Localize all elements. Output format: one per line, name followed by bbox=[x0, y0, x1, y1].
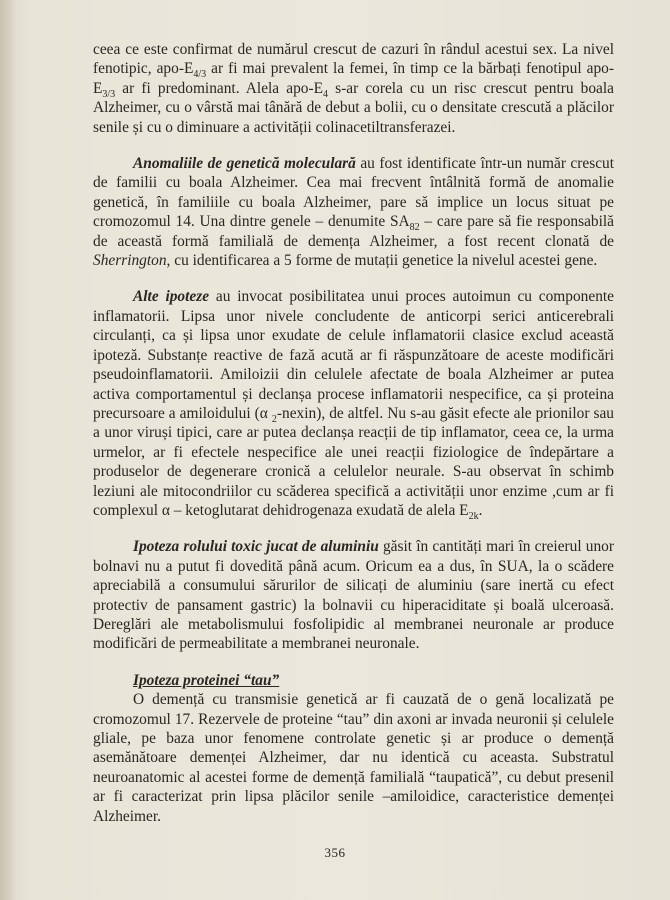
italic-name: Sherrington bbox=[93, 252, 167, 270]
paragraph-tau bbox=[93, 690, 614, 826]
text-run: – care pare să fie responsabilă de această formă familială de demența Alzheimer, a fost recent clonată de bbox=[93, 213, 614, 250]
text-run: ar fi mai prevalent la femei, în timp ce la bărbați fenotipul apo-E bbox=[93, 60, 614, 97]
section-lead: Anomaliile de genetică moleculară bbox=[133, 155, 356, 173]
text-run: găsit în cantități mari în creierul unor bolnavi nu a putut fi dovedită până acum. Oricum ea a dus, în SUA, la o scădere apreciabilă a consumului sărurilor de silicați de aluminiu (sare inertă cu efect protectiv de pansament gastric) la bolnavii cu hiperaciditate și boală ulceroasă. Dereglări ale metabolismului fosfolipidic al membranei neuronale ar produce modificări de permeabilitate a membranei neuronale. bbox=[93, 538, 615, 653]
text-run: au invocat posibilitatea unui proces autoimun cu componente inflamatorii. Lipsa unor nivele concludente de anticorpi serici anticerebrali circulanți, ca și lipsa unor exudate de celule inflamatorii clasice exclud această ipoteză. Substanțe reactive de fază acută ar fi răspunzătoare de aceste modificări pseudoinflamatorii. Amiloizii din celulele afectate de boala Alzheimer ar putea activa comportamentul și declanșa procese inflamatorii nespecifice, ca și proteina precursoare a amiloidului (α bbox=[93, 288, 614, 422]
subscript: 4 bbox=[323, 88, 329, 100]
paragraph-aluminium bbox=[93, 537, 614, 653]
text-run: au fost identificate într-un număr crescut de familii cu boala Alzheimer. Cea mai frecvent întâlnită formă de anomalie genetică, în familiile cu boala Alzheimer, pare să implice un locus situat pe cromozomul 14. Una dintre genele – denumite SA bbox=[93, 155, 614, 231]
text-run: ar fi predominant. Alela apo-E bbox=[115, 79, 324, 97]
section-heading-tau: Ipoteza proteinei “tau” bbox=[133, 671, 280, 689]
subscript: 3/3 bbox=[102, 88, 116, 100]
subscript: 2 bbox=[271, 413, 277, 425]
page-number: 356 bbox=[324, 845, 346, 860]
text-run: -nexin), de altfel. Nu s-au găsit efecte ale prionilor sau a unor viruși tipici, care ar putea declanșa reacții de tip inflamator, ceea ce, la urma urmelor, ar fi efectele nespecifice ale unei reacții fiziologice de îndepărtare a produselor de degenerare cronică a celulelor neurale. S-au observat în schimb leziuni ale mitocondriilor cu scăderea specifică a activității unor enzime ,cum ar fi complexul α – ketoglutarat dehidrogenaza exudată de alela E bbox=[93, 404, 615, 519]
section-lead: Ipoteza rolului toxic jucat de aluminiu bbox=[133, 538, 379, 556]
paragraph-other-hypotheses bbox=[93, 287, 615, 523]
subscript: 82 bbox=[409, 222, 420, 234]
subscript: 4/3 bbox=[193, 69, 207, 81]
text-run: s-ar corela cu un risc crescut pentru boala Alzheimer, cu o vârstă mai tânără de debut a bolii, cu o densitate crescută a plăcilor senile și cu o diminuare a activității colinacetiltransferazei. bbox=[93, 79, 614, 136]
text-run: ceea ce este confirmat de numărul crescut de cazuri în rândul acestui sex. La nivel fenotipic, apo-E bbox=[93, 41, 614, 78]
text-run: , cu identificarea a 5 forme de mutații genetice la nivelul acestei gene. bbox=[166, 252, 598, 270]
text-run: O demență cu transmisie genetică ar fi cauzată de o genă localizată pe cromozomul 17. Rezervele de proteine “tau” din axoni ar invada neuronii și celulele gliale, pe baza unor fenomene controlate genetic și ar produce o demență asemănătoare demenței Alzheimer, dar nu identică cu aceasta. Substratul neuroanatomic al acestei forme de demență familială “taupatică”, cu debut presenil ar fi caracterizat prin lipsa plăcilor senile –amiloidice, caracteristice demenței Alzheimer. bbox=[93, 691, 614, 825]
section-lead: Alte ipoteze bbox=[133, 288, 210, 306]
subscript: 2k bbox=[468, 511, 479, 523]
paragraph-genetic-anomalies bbox=[93, 154, 614, 270]
paragraph-apo-e bbox=[93, 40, 614, 137]
text-run: . bbox=[478, 501, 483, 519]
